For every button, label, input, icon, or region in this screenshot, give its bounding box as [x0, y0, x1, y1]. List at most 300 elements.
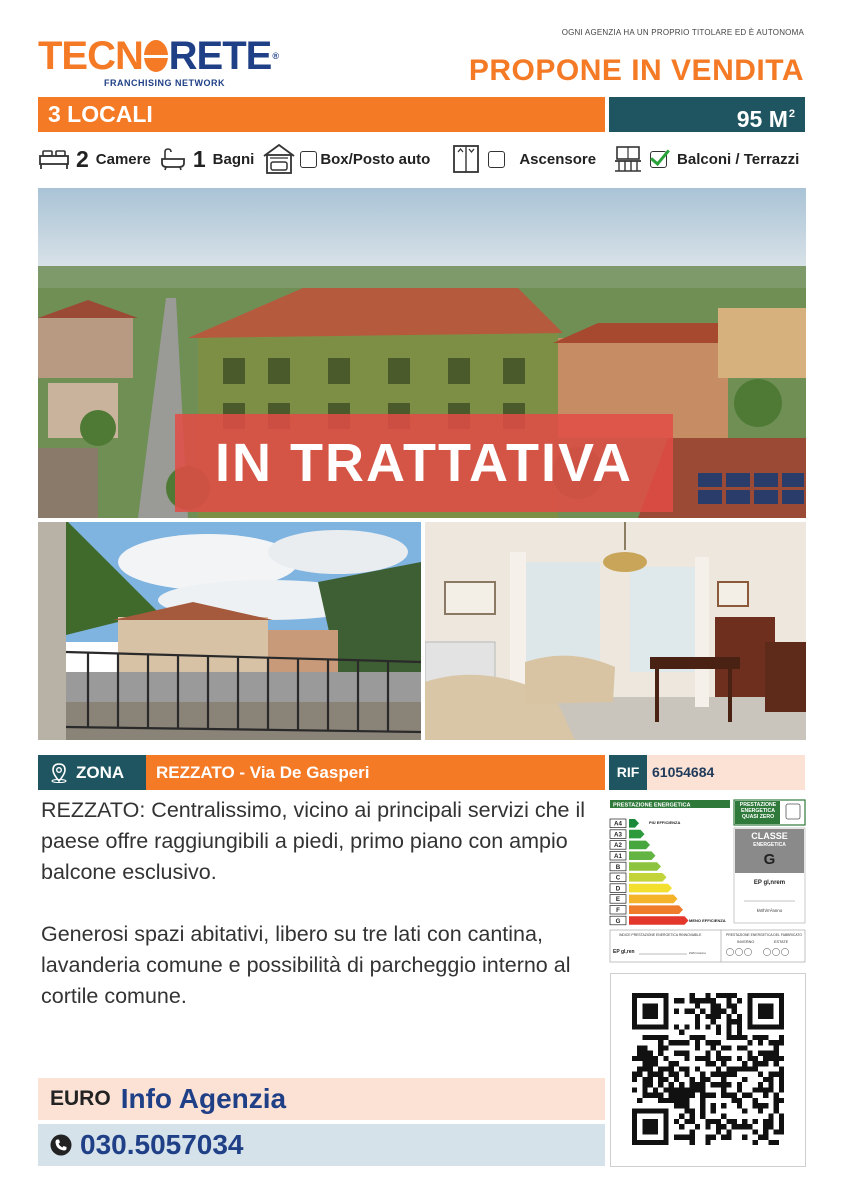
qr-module: [779, 1129, 784, 1134]
qr-module: [695, 1066, 700, 1071]
bathtub-icon: [159, 147, 187, 171]
qr-module: [716, 1024, 721, 1029]
qr-module: [721, 1087, 726, 1092]
logo-wordmark: [38, 36, 278, 76]
ep-label: EP gl,nrem: [753, 880, 786, 886]
qr-module: [779, 1040, 784, 1045]
qr-module: [695, 1087, 700, 1092]
garage-icon: [262, 143, 296, 175]
registered-mark: ®: [272, 51, 278, 61]
qr-module: [774, 1045, 779, 1050]
qr-module: [742, 1135, 747, 1140]
qr-code[interactable]: [610, 973, 806, 1167]
qr-module: [747, 1051, 752, 1056]
qr-module: [737, 1082, 742, 1087]
energy-class-label: G: [615, 917, 621, 925]
qr-module: [684, 1040, 689, 1045]
qr-module: [700, 1087, 705, 1092]
qr-module: [763, 1119, 768, 1124]
qr-module: [732, 1119, 737, 1124]
qr-module: [679, 1135, 684, 1140]
qr-module: [648, 1072, 653, 1077]
qr-module: [726, 1019, 731, 1024]
qr-module: [779, 1077, 784, 1082]
qr-module: [768, 1114, 773, 1119]
piu-efficienza-label: PIÙ EFFICIENZA: [649, 820, 681, 825]
qr-module: [695, 1082, 700, 1087]
energy-class-bar: [629, 873, 667, 882]
qr-module: [721, 1056, 726, 1061]
qr-module: [711, 1119, 716, 1124]
qr-module: [758, 1103, 763, 1108]
balcony-view-illustration: [38, 522, 421, 740]
energy-class-bar: [629, 830, 645, 839]
qr-module: [653, 1093, 658, 1098]
qr-module: [690, 1035, 695, 1040]
qr-module: [774, 1098, 779, 1103]
qr-module: [774, 1103, 779, 1108]
qr-module: [684, 1087, 689, 1092]
classe-value: G: [763, 851, 776, 868]
qr-module: [663, 1087, 668, 1092]
qr-module: [742, 1045, 747, 1050]
logo-subtitle: FRANCHISING NETWORK: [104, 78, 225, 88]
indice-label: INDICE PRESTAZIONE ENERGETICA RINNOVABILE: [619, 933, 702, 937]
qr-module: [711, 1082, 716, 1087]
qr-module: [774, 1056, 779, 1061]
energy-class-bars: [610, 819, 689, 925]
qr-module: [632, 1077, 637, 1082]
qr-module: [700, 998, 705, 1003]
qr-module: [690, 1009, 695, 1014]
qr-module: [637, 1098, 642, 1103]
qr-module: [648, 1056, 653, 1061]
zona-value: REZZATO - Via De Gasperi: [146, 755, 605, 790]
qr-module: [684, 1098, 689, 1103]
qr-module: [716, 1014, 721, 1019]
qr-module: [705, 1093, 710, 1098]
box-label: Box/Posto auto: [320, 150, 431, 168]
qr-module: [737, 1014, 742, 1019]
logo-text-right: RETE: [168, 34, 272, 78]
qr-module: [669, 1072, 674, 1077]
qr-module: [674, 1024, 679, 1029]
phone-icon: [50, 1134, 72, 1156]
classe-label: CLASSE: [751, 831, 788, 841]
qr-module: [726, 1082, 731, 1087]
qr-module: [663, 1077, 668, 1082]
qr-module: [721, 1077, 726, 1082]
agency-disclaimer: OGNI AGENZIA HA UN PROPRIO TITOLARE ED È AUTONOMA: [561, 28, 804, 37]
qr-module: [700, 1009, 705, 1014]
headline: PROPONE IN VENDITA: [468, 54, 804, 87]
qr-module: [747, 1093, 752, 1098]
qr-module: [637, 1051, 642, 1056]
qr-module: [700, 1077, 705, 1082]
qr-module: [716, 1030, 721, 1035]
qr-module: [732, 993, 737, 998]
logo-text-left: TECN: [38, 34, 143, 78]
energy-class-bar: [629, 819, 639, 828]
qr-module: [732, 1072, 737, 1077]
qr-module: [758, 1108, 763, 1113]
qr-module: [779, 1066, 784, 1071]
qr-module: [674, 1098, 679, 1103]
qr-module: [774, 1040, 779, 1045]
qr-module: [768, 1082, 773, 1087]
energy-class-label: A1: [614, 853, 622, 860]
qr-module: [747, 1040, 752, 1045]
qr-module: [663, 1045, 668, 1050]
qr-module: [695, 1045, 700, 1050]
qr-module: [679, 1098, 684, 1103]
qr-module: [648, 1066, 653, 1071]
qr-module: [726, 993, 731, 998]
qr-module: [774, 1140, 779, 1145]
qr-module: [642, 1061, 647, 1066]
qr-module: [674, 1093, 679, 1098]
qr-module: [711, 1019, 716, 1024]
ascensore-checkbox[interactable]: [488, 151, 505, 168]
qr-module: [779, 1072, 784, 1077]
qr-module: [648, 1093, 653, 1098]
qr-module: [642, 1077, 647, 1082]
energy-chart: [609, 798, 806, 964]
qr-module: [763, 1051, 768, 1056]
qr-module: [674, 998, 679, 1003]
qr-module: [721, 1082, 726, 1087]
qr-module: [690, 1129, 695, 1134]
qr-module: [726, 1093, 731, 1098]
qr-module: [674, 1135, 679, 1140]
qr-module: [690, 1108, 695, 1113]
logo-circle-icon: [144, 40, 168, 72]
energy-class-bar: [629, 916, 689, 925]
qr-module: [758, 1087, 763, 1092]
qr-module: [721, 1072, 726, 1077]
camere-count: 2: [76, 145, 89, 172]
qr-module: [669, 1040, 674, 1045]
qr-module: [753, 1119, 758, 1124]
qr-module: [763, 1087, 768, 1092]
qr-module: [716, 1040, 721, 1045]
qr-module: [674, 1051, 679, 1056]
qr-module: [700, 1103, 705, 1108]
living-room-photo[interactable]: [425, 522, 806, 740]
qr-module: [711, 1061, 716, 1066]
qr-module: [747, 1056, 752, 1061]
qr-module: [695, 1019, 700, 1024]
qr-module: [742, 1119, 747, 1124]
rif-label: RIF: [609, 755, 647, 790]
qr-module: [721, 1124, 726, 1129]
qr-module: [695, 1056, 700, 1061]
zona-label-text: ZONA: [76, 762, 125, 782]
qr-module: [742, 1093, 747, 1098]
qr-module: [679, 1030, 684, 1035]
qr-module: [726, 1014, 731, 1019]
qr-module: [774, 1061, 779, 1066]
qr-module: [658, 1077, 663, 1082]
qr-module: [705, 1024, 710, 1029]
area-unit: M: [768, 106, 788, 132]
qr-module: [753, 1056, 758, 1061]
qr-module: [711, 1045, 716, 1050]
qr-module: [711, 1003, 716, 1008]
qr-module: [684, 1051, 689, 1056]
qr-module: [653, 1072, 658, 1077]
qr-module: [779, 1098, 784, 1103]
area-bar: [609, 97, 805, 132]
qr-module: [637, 1072, 642, 1077]
qr-module: [716, 993, 721, 998]
qr-module: [711, 998, 716, 1003]
qr-module: [674, 1077, 679, 1082]
qr-module: [669, 1098, 674, 1103]
qr-module: [679, 1087, 684, 1092]
qr-module: [726, 1119, 731, 1124]
nzeb-text-wrap: [736, 802, 780, 824]
energy-class-label: A4: [614, 820, 622, 828]
qr-module: [663, 1056, 668, 1061]
qr-module: [700, 1082, 705, 1087]
elevator-icon: [452, 144, 480, 174]
qr-module: [768, 1056, 773, 1061]
qr-module: [690, 993, 695, 998]
qr-module: [721, 993, 726, 998]
energy-performance-label: [609, 798, 806, 964]
qr-module: [642, 1035, 647, 1040]
qr-finder-pattern: [758, 1003, 774, 1019]
qr-module: [690, 1140, 695, 1145]
qr-module: [695, 1124, 700, 1129]
energy-class-label: A2: [614, 842, 622, 850]
qr-module: [658, 1066, 663, 1071]
qr-module: [658, 1040, 663, 1045]
qr-module: [768, 1119, 773, 1124]
features-row: [38, 140, 808, 178]
qr-module: [763, 1135, 768, 1140]
qr-module: [774, 1108, 779, 1113]
qr-module: [679, 998, 684, 1003]
energetica-label: ENERGETICA: [753, 842, 786, 848]
qr-module: [679, 1040, 684, 1045]
qr-module: [763, 1103, 768, 1108]
qr-module: [716, 1129, 721, 1134]
qr-module: [690, 1114, 695, 1119]
qr-module: [753, 1140, 758, 1145]
qr-module: [637, 1045, 642, 1050]
qr-module: [679, 1124, 684, 1129]
qr-module: [737, 1066, 742, 1071]
qr-module: [679, 1051, 684, 1056]
energy-class-label: B: [615, 863, 621, 871]
qr-module: [690, 1087, 695, 1092]
qr-module: [737, 1087, 742, 1092]
qr-module: [700, 1035, 705, 1040]
qr-module: [711, 1103, 716, 1108]
qr-module: [726, 1056, 731, 1061]
living-room-illustration: [425, 522, 806, 740]
qr-module: [674, 1040, 679, 1045]
rif-value: 61054684: [647, 755, 805, 790]
qr-module: [642, 1051, 647, 1056]
qr-module: [716, 1072, 721, 1077]
qr-module: [711, 1108, 716, 1113]
qr-module: [674, 1072, 679, 1077]
energy-title: PRESTAZIONE ENERGETICA: [613, 802, 691, 809]
qr-module: [705, 1014, 710, 1019]
qr-module: [779, 1082, 784, 1087]
qr-module: [695, 1024, 700, 1029]
qr-module: [695, 998, 700, 1003]
qr-module: [705, 1140, 710, 1145]
ep-ren-label: EP gl,ren: [613, 949, 635, 955]
qr-module: [747, 1124, 752, 1129]
qr-module: [695, 1035, 700, 1040]
energy-class-label: E: [615, 896, 621, 904]
phone-row[interactable]: [38, 1124, 605, 1166]
qr-module: [684, 1072, 689, 1077]
qr-module: [648, 1077, 653, 1082]
balconi-checkbox[interactable]: [650, 151, 667, 168]
qr-module: [721, 1135, 726, 1140]
qr-module: [763, 1129, 768, 1134]
qr-module: [726, 1003, 731, 1008]
qr-module: [742, 1035, 747, 1040]
qr-module: [716, 1066, 721, 1071]
qr-module: [642, 1082, 647, 1087]
qr-module: [648, 1082, 653, 1087]
qr-module: [721, 1093, 726, 1098]
description-paragraph-1: REZZATO: Centralissimo, vicino ai principali servizi che il paese offre raggiungibili a piedi, primo piano con ampio balcone esclusivo.: [41, 798, 586, 884]
energy-class-bar: [629, 851, 656, 860]
area-value: 95: [736, 106, 763, 132]
box-checkbox[interactable]: [300, 151, 317, 168]
qr-module: [768, 1072, 773, 1077]
qr-module: [758, 1061, 763, 1066]
qr-module: [637, 1056, 642, 1061]
qr-module: [669, 1061, 674, 1066]
qr-module: [690, 1077, 695, 1082]
feature-balconi: [614, 145, 799, 173]
qr-module: [658, 1072, 663, 1077]
qr-module: [779, 1119, 784, 1124]
qr-module: [732, 1093, 737, 1098]
qr-module: [705, 1135, 710, 1140]
qr-module: [684, 1119, 689, 1124]
qr-module: [763, 1093, 768, 1098]
qr-module: [726, 1035, 731, 1040]
qr-module: [679, 1082, 684, 1087]
qr-module: [763, 1077, 768, 1082]
qr-module: [648, 1061, 653, 1066]
qr-module: [674, 1061, 679, 1066]
qr-module: [690, 1119, 695, 1124]
qr-module: [726, 1024, 731, 1029]
qr-module: [726, 1129, 731, 1134]
qr-module: [726, 998, 731, 1003]
qr-module: [768, 1051, 773, 1056]
qr-module: [737, 1124, 742, 1129]
bagni-label: Bagni: [212, 150, 255, 168]
qr-module: [700, 1098, 705, 1103]
qr-module: [742, 1061, 747, 1066]
qr-module: [642, 1093, 647, 1098]
qr-module: [742, 1124, 747, 1129]
qr-module: [716, 1119, 721, 1124]
qr-module: [684, 1103, 689, 1108]
qr-module: [758, 1051, 763, 1056]
qr-module: [695, 1003, 700, 1008]
qr-module: [726, 1045, 731, 1050]
qr-module: [690, 1135, 695, 1140]
qr-module: [711, 1040, 716, 1045]
qr-module: [732, 1124, 737, 1129]
qr-module: [753, 1098, 758, 1103]
qr-module: [711, 1072, 716, 1077]
qr-module: [711, 1093, 716, 1098]
qr-module: [758, 1035, 763, 1040]
price-value: Info Agenzia: [120, 1083, 287, 1114]
qr-module: [711, 1014, 716, 1019]
qr-module: [632, 1087, 637, 1092]
energy-class-label: C: [615, 874, 621, 882]
qr-module: [716, 1082, 721, 1087]
qr-module: [737, 1024, 742, 1029]
qr-module: [737, 998, 742, 1003]
qr-module: [642, 1056, 647, 1061]
qr-module: [648, 1051, 653, 1056]
qr-code-pattern: [632, 993, 784, 1145]
tecnorete-logo: [38, 36, 278, 88]
qr-module: [732, 1098, 737, 1103]
qr-module: [658, 1082, 663, 1087]
qr-module: [679, 1114, 684, 1119]
qr-finder-pattern: [642, 1119, 658, 1135]
qr-module: [716, 1009, 721, 1014]
energy-class-bar: [629, 895, 678, 904]
feature-box: [262, 143, 430, 175]
qr-module: [642, 1045, 647, 1050]
qr-module: [758, 1135, 763, 1140]
qr-module: [721, 1061, 726, 1066]
qr-module: [695, 1040, 700, 1045]
qr-module: [737, 1030, 742, 1035]
energy-class-bar: [629, 841, 650, 850]
balcony-view-photo[interactable]: [38, 522, 421, 740]
qr-module: [658, 1035, 663, 1040]
qr-module: [732, 1009, 737, 1014]
status-overlay: IN TRATTATIVA: [175, 414, 673, 512]
qr-module: [737, 1035, 742, 1040]
qr-module: [663, 1035, 668, 1040]
qr-module: [737, 1019, 742, 1024]
qr-module: [758, 1040, 763, 1045]
qr-module: [690, 1093, 695, 1098]
qr-module: [700, 1056, 705, 1061]
qr-module: [726, 1066, 731, 1071]
qr-module: [763, 1061, 768, 1066]
qr-module: [679, 1103, 684, 1108]
qr-module: [779, 1056, 784, 1061]
qr-module: [721, 1045, 726, 1050]
qr-module: [716, 1051, 721, 1056]
ascensore-label: Ascensore: [519, 150, 597, 168]
feature-ascensore: [452, 144, 596, 174]
qr-module: [721, 1009, 726, 1014]
qr-module: [768, 1124, 773, 1129]
